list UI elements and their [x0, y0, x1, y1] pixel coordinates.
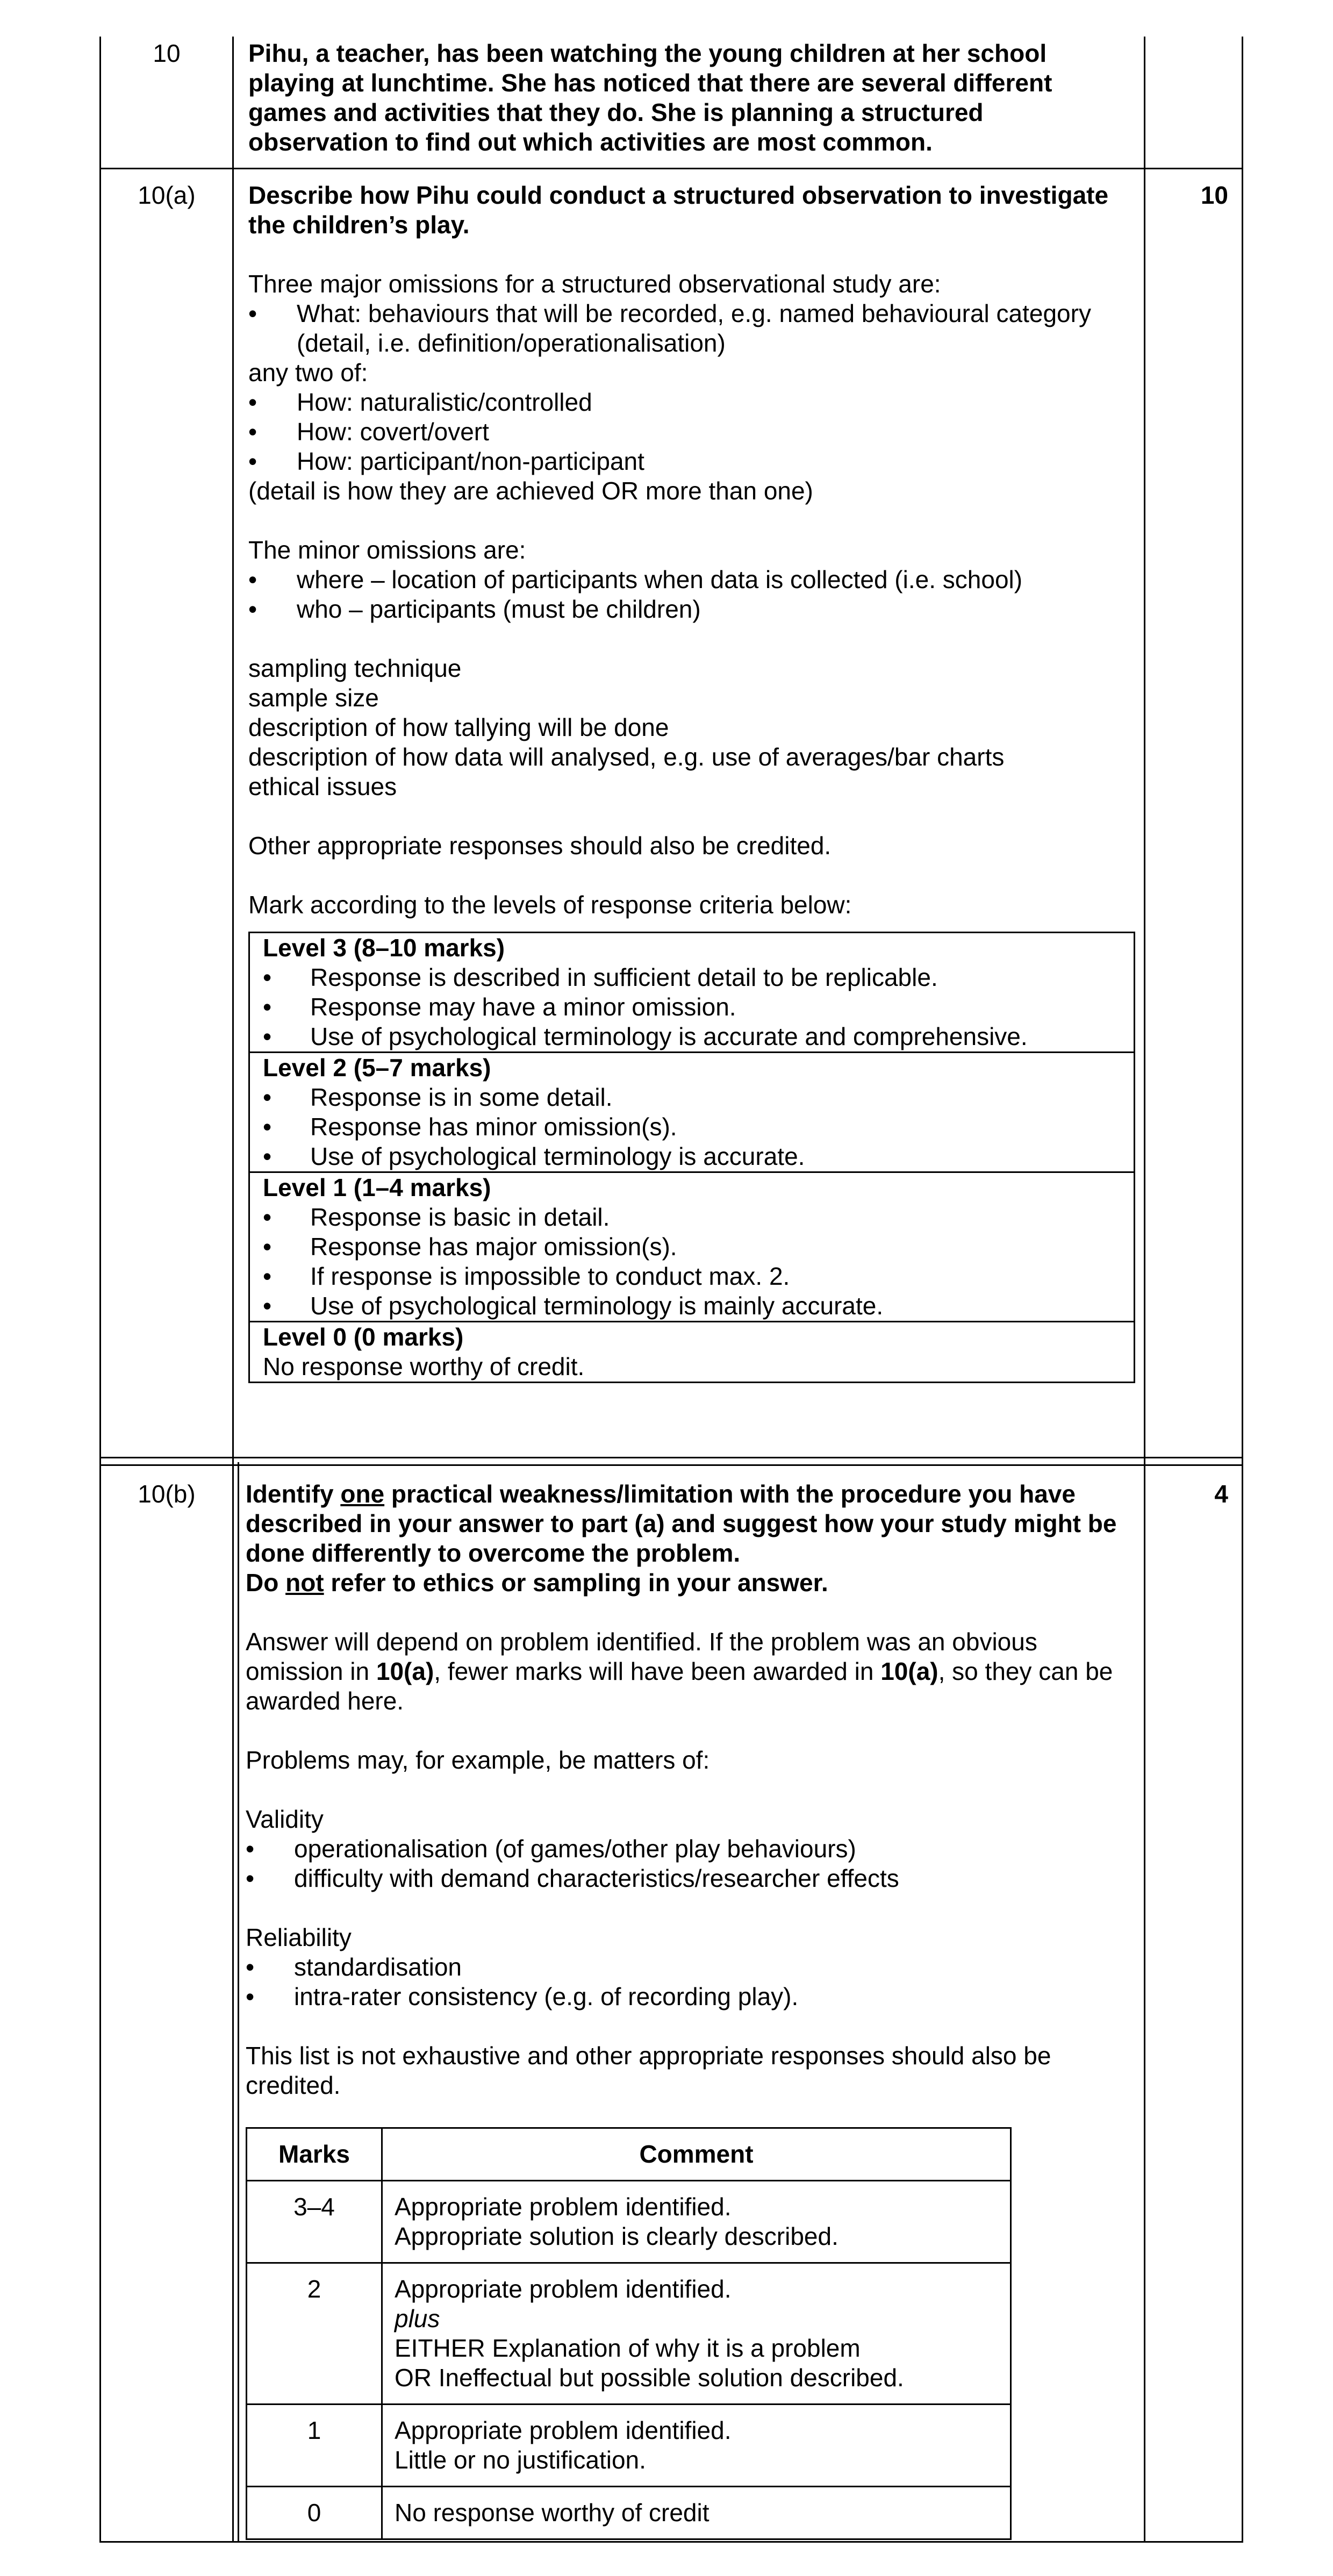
- question-number-10a: 10(a): [138, 181, 196, 209]
- row-divider-2b: [99, 1464, 1243, 1466]
- how-detail-note: (detail is how they are achieved OR more than one): [248, 477, 813, 505]
- question-number-10b: 10(b): [138, 1480, 196, 1508]
- other-item: ethical issues: [248, 772, 397, 800]
- table-row: [247, 2181, 1011, 2263]
- row-marks: 0: [247, 2487, 382, 2539]
- level-heading: Level 1 (1–4 marks): [263, 1173, 491, 1201]
- how-item: • How: participant/non-participant: [248, 447, 1130, 476]
- exhaustive-note: This list is not exhaustive and other appropriate responses should also be credited.: [246, 2042, 1051, 2099]
- other-item: description of how tallying will be done: [248, 713, 669, 741]
- table-border-right: [1242, 37, 1243, 2543]
- minor-omission-item: • who – participants (must be children): [248, 595, 1130, 624]
- level-criterion: • Response is basic in detail.: [263, 1203, 1121, 1232]
- question-10a-marks: 10: [1200, 181, 1228, 209]
- major-omissions-intro: Three major omissions for a structured observational study are:: [248, 270, 941, 298]
- level-heading: Level 3 (8–10 marks): [263, 934, 505, 962]
- question-10-stem: [248, 39, 1130, 157]
- row-divider-1: [99, 168, 1243, 169]
- level-criterion: No response worthy of credit.: [263, 1353, 585, 1380]
- problems-intro: Problems may, for example, be matters of:: [246, 1746, 710, 1774]
- level-criterion: • Use of psychological terminology is accurate.: [263, 1142, 1121, 1171]
- level-criterion: • Response may have a minor omission.: [263, 992, 1121, 1022]
- level-1-section: [250, 1173, 1134, 1322]
- table-border-col2: [1144, 37, 1145, 2543]
- how-item: • How: naturalistic/controlled: [248, 388, 1130, 417]
- emphasis-one: one: [340, 1480, 385, 1508]
- question-10a-text: Describe how Pihu could conduct a structured observation to investigate the children’s play.: [248, 181, 1109, 239]
- table-border-col1-inner: [238, 1462, 239, 2543]
- question-number-10: 10: [153, 39, 181, 67]
- how-item: • How: covert/overt: [248, 417, 1130, 447]
- emphasis-not: not: [285, 1569, 324, 1597]
- level-3-section: [250, 933, 1134, 1053]
- table-row: [247, 2405, 1011, 2487]
- table-border-bottom: [99, 2541, 1243, 2543]
- row-marks: 3–4: [247, 2181, 382, 2263]
- answer-guidance: Answer will depend on problem identified. If the problem was an obvious omission in 10(a), fewer marks will have been awarded in 10(a), so they can be awarded here.: [246, 1628, 1113, 1715]
- level-criterion: • Response is described in sufficient detail to be replicable.: [263, 963, 1121, 992]
- minor-omissions-intro: The minor omissions are:: [248, 536, 526, 564]
- validity-heading: Validity: [246, 1805, 324, 1833]
- question-10b-content: [246, 1479, 1133, 2540]
- marks-header: Marks: [247, 2128, 382, 2181]
- other-item: sampling technique: [248, 654, 462, 682]
- levels-of-response-table: [248, 932, 1135, 1383]
- other-item: sample size: [248, 684, 379, 712]
- question-10b-text: Identify one practical weakness/limitation with the procedure you have described in your answer to part (a) and suggest how your study might be done differently to overcome the problem.: [246, 1480, 1117, 1567]
- level-heading: Level 0 (0 marks): [263, 1323, 464, 1351]
- comment-header: Comment: [382, 2128, 1011, 2181]
- row-comment: No response worthy of credit: [382, 2487, 1011, 2539]
- level-criterion: • Use of psychological terminology is accurate and comprehensive.: [263, 1022, 1121, 1051]
- row-comment: Appropriate problem identified. plus EITHER Explanation of why it is a problem OR Ineffectual but possible solution described.: [382, 2263, 1011, 2405]
- row-comment: Appropriate problem identified. Little or no justification.: [382, 2405, 1011, 2487]
- validity-item: • difficulty with demand characteristics/researcher effects: [246, 1864, 1133, 1893]
- level-2-section: [250, 1053, 1134, 1173]
- level-0-section: [250, 1322, 1134, 1382]
- row-marks: 1: [247, 2405, 382, 2487]
- minor-omission-item: • where – location of participants when data is collected (i.e. school): [248, 565, 1130, 595]
- table-row: [247, 2487, 1011, 2539]
- level-criterion: • Use of psychological terminology is mainly accurate.: [263, 1291, 1121, 1321]
- level-criterion: • Response has minor omission(s).: [263, 1112, 1121, 1142]
- table-border-left: [99, 37, 101, 2543]
- question-10b-marks: 4: [1214, 1480, 1228, 1508]
- major-omission-what: • What: behaviours that will be recorded, e.g. named behavioural category (detail, i.e. definition/operationalisation): [248, 299, 1130, 358]
- question-10b-instruction: Do not refer to ethics or sampling in your answer.: [246, 1569, 828, 1597]
- reliability-item: • intra-rater consistency (e.g. of recording play).: [246, 1982, 1133, 2012]
- row-comment: Appropriate problem identified. Appropriate solution is clearly described.: [382, 2181, 1011, 2263]
- level-heading: Level 2 (5–7 marks): [263, 1054, 491, 1082]
- question-10-stem-text: Pihu, a teacher, has been watching the young children at her school playing at lunchtime. She has noticed that there are several different games and activities that they do. She is planning a structured observation to find out which activities are most common.: [248, 39, 1052, 156]
- levels-intro: Mark according to the levels of response criteria below:: [248, 891, 852, 919]
- row-marks: 2: [247, 2263, 382, 2405]
- table-border-col1: [232, 37, 234, 2543]
- credit-note: Other appropriate responses should also be credited.: [248, 832, 832, 860]
- reliability-item: • standardisation: [246, 1952, 1133, 1982]
- reliability-heading: Reliability: [246, 1923, 352, 1951]
- table-row: [247, 2263, 1011, 2405]
- other-item: description of how data will analysed, e.g. use of averages/bar charts: [248, 743, 1005, 771]
- level-criterion: • If response is impossible to conduct max. 2.: [263, 1262, 1121, 1291]
- level-criterion: • Response has major omission(s).: [263, 1232, 1121, 1262]
- marks-table-header: [247, 2128, 1011, 2181]
- any-two-label: any two of:: [248, 359, 368, 387]
- validity-item: • operationalisation (of games/other play behaviours): [246, 1834, 1133, 1864]
- question-10a-content: [248, 181, 1130, 1383]
- marks-table: [246, 2127, 1012, 2540]
- row-divider-2a: [99, 1457, 1243, 1458]
- level-criterion: • Response is in some detail.: [263, 1083, 1121, 1112]
